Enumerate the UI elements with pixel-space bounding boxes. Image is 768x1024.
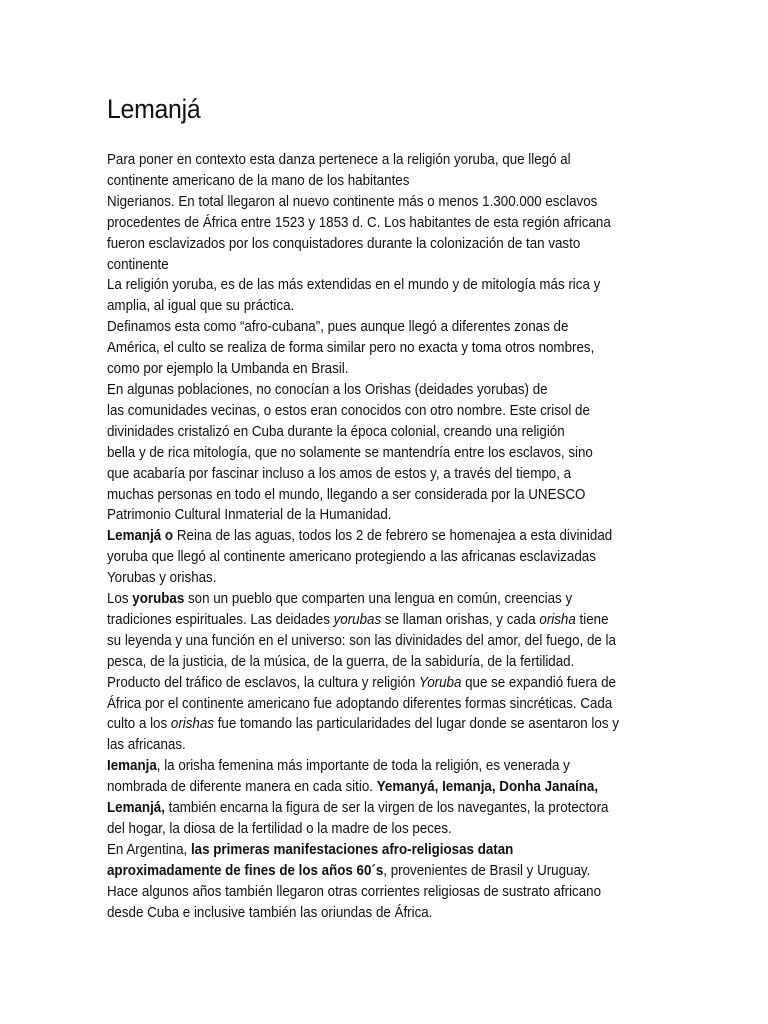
text-run: que acabaría por fascinar incluso a los amos de estos y, a través del tiempo, a: [107, 464, 572, 482]
text-line: [107, 714, 653, 735]
italic-text: yorubas: [333, 610, 382, 628]
text-run: divinidades cristalizó en Cuba durante la época colonial, creando una religión: [107, 422, 565, 440]
text-run: como por ejemplo la Umbanda en Brasil.: [107, 360, 349, 378]
text-run: tradiciones espirituales. Las deidades: [107, 610, 334, 628]
text-run: Yorubas y orishas.: [107, 569, 217, 587]
text-line: [107, 359, 653, 380]
text-run: Producto del tráfico de esclavos, la cultura y religión: [107, 673, 420, 691]
text-line: [107, 631, 653, 652]
text-run: En algunas poblaciones, no conocían a los Orishas (deidades yorubas) de: [107, 380, 548, 398]
text-run: son un pueblo que comparten una lengua en común, creencias y: [184, 590, 573, 608]
text-line: [107, 526, 653, 547]
text-run: Hace algunos años también llegaron otras corrientes religiosas de sustrato africano: [107, 882, 602, 900]
bold-text: Yemanyá, Iemanja, Donha Janaína,: [376, 778, 599, 796]
italic-text: orisha: [539, 610, 576, 628]
text-line: [107, 485, 653, 506]
text-line: [107, 798, 653, 819]
text-run: En Argentina,: [107, 840, 191, 858]
bold-text: Lemanjá o: [107, 527, 174, 545]
text-run: su leyenda y una función en el universo: son las divinidades del amor, del fuego, de la: [107, 631, 616, 649]
text-line: [107, 296, 653, 317]
article-body: [107, 150, 653, 924]
text-run: La religión yoruba, es de las más extendidas en el mundo y de mitología más rica y: [107, 276, 601, 294]
text-run: Definamos esta como “afro-cubana”, pues aunque llegó a diferentes zonas de: [107, 318, 569, 336]
text-line: [107, 443, 653, 464]
text-run: bella y de rica mitología, que no solamente se mantendría entre los esclavos, sino: [107, 443, 593, 461]
text-line: [107, 694, 653, 715]
italic-text: orishas: [170, 715, 214, 733]
text-run: que se expandió fuera de: [461, 673, 616, 691]
text-run: también encarna la figura de ser la virgen de los navegantes, la protectora: [164, 799, 609, 817]
text-line: [107, 610, 653, 631]
text-run: continente americano de la mano de los habitantes: [107, 171, 410, 189]
text-line: [107, 777, 653, 798]
text-line: [107, 840, 653, 861]
text-line: [107, 234, 653, 255]
text-run: fue tomando las particularidades del lugar donde se asentaron los y: [213, 715, 619, 733]
text-line: [107, 422, 653, 443]
text-run: pesca, de la justicia, de la música, de la guerra, de la sabiduría, de la fertilidad.: [107, 652, 575, 670]
text-run: se llaman orishas, y cada: [381, 610, 540, 628]
text-run: África por el continente americano fue adoptando diferentes formas sincréticas. Cada: [107, 694, 613, 712]
text-line: [107, 213, 653, 234]
text-line: [107, 171, 653, 192]
text-run: culto a los: [107, 715, 171, 733]
text-line: [107, 756, 653, 777]
text-run: fueron esclavizados por los conquistadores durante la colonización de tan vasto: [107, 234, 581, 252]
text-line: [107, 275, 653, 296]
text-line: [107, 861, 653, 882]
bold-text: Lemanjá,: [107, 799, 165, 817]
text-line: [107, 150, 653, 171]
text-line: [107, 255, 653, 276]
bold-text: aproximadamente de fines de los años 60´s: [107, 861, 384, 879]
text-run: procedentes de África entre 1523 y 1853 d. C. Los habitantes de esta región africana: [107, 213, 611, 231]
bold-text: las primeras manifestaciones afro-religiosas datan: [190, 840, 514, 858]
text-run: América, el culto se realiza de forma similar pero no exacta y toma otros nombres,: [107, 339, 595, 357]
text-run: del hogar, la diosa de la fertilidad o la madre de los peces.: [107, 820, 452, 837]
text-run: , provenientes de Brasil y Uruguay.: [383, 861, 591, 879]
text-run: Patrimonio Cultural Inmaterial de la Humanidad.: [107, 506, 392, 524]
text-run: Nigerianos. En total llegaron al nuevo continente más o menos 1.300.000 esclavos: [107, 192, 598, 210]
text-line: [107, 819, 653, 840]
text-run: continente: [107, 255, 169, 273]
text-line: [107, 464, 653, 485]
text-line: [107, 903, 653, 924]
bold-text: Iemanja: [107, 757, 157, 775]
text-line: [107, 505, 653, 526]
text-run: desde Cuba e inclusive también las oriundas de África.: [107, 903, 433, 921]
text-run: Para poner en contexto esta danza pertenece a la religión yoruba, que llegó al: [107, 151, 571, 168]
text-run: , la orisha femenina más importante de toda la religión, es venerada y: [156, 757, 570, 775]
text-run: yoruba que llegó al continente americano protegiendo a las africanas esclavizadas: [107, 548, 596, 566]
text-run: tiene: [575, 610, 609, 628]
text-line: [107, 735, 653, 756]
text-run: Los: [107, 590, 133, 608]
bold-text: yorubas: [132, 590, 185, 608]
text-line: [107, 652, 653, 673]
text-line: [107, 568, 653, 589]
text-line: [107, 317, 653, 338]
text-run: nombrada de diferente manera en cada sitio.: [107, 778, 377, 796]
text-run: las comunidades vecinas, o estos eran conocidos con otro nombre. Este crisol de: [107, 401, 590, 419]
text-run: las africanas.: [107, 736, 186, 754]
text-line: [107, 589, 653, 610]
text-line: [107, 192, 653, 213]
text-line: [107, 673, 653, 694]
text-line: [107, 380, 653, 401]
text-run: Reina de las aguas, todos los 2 de febrero se homenajea a esta divinidad: [173, 527, 613, 545]
italic-text: Yoruba: [419, 673, 462, 691]
text-line: [107, 547, 653, 568]
text-line: [107, 401, 653, 422]
text-line: [107, 338, 653, 359]
text-run: muchas personas en todo el mundo, llegando a ser considerada por la UNESCO: [107, 485, 586, 503]
text-run: amplia, al igual que su práctica.: [107, 297, 295, 315]
page-title: Lemanjá: [107, 94, 201, 124]
text-line: [107, 882, 653, 903]
